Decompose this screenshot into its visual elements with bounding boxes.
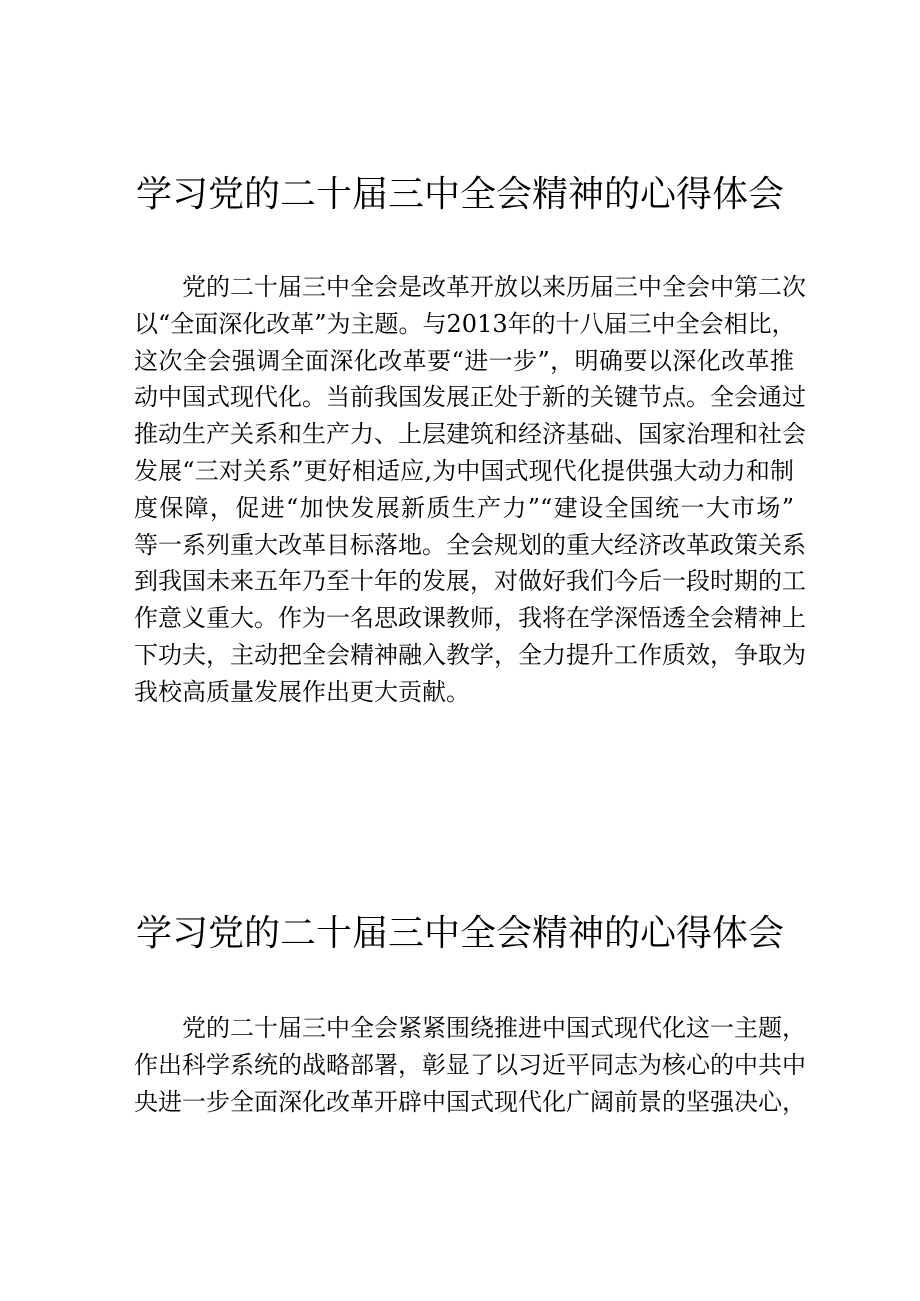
paragraph-line: 下功夫，主动把全会精神融入教学，全力提升工作质效，争取为	[134, 640, 806, 669]
paragraph-line: 作意义重大。作为一名思政课教师，我将在学深悟透全会精神上	[134, 604, 806, 633]
paragraph-line: 党的二十届三中全会紧紧围绕推进中国式现代化这一主题，	[182, 1014, 806, 1042]
paragraph-line: 动中国式现代化。当前我国发展正处于新的关键节点。全会通过	[134, 383, 806, 412]
paragraph-line: 度保障，促进“加快发展新质生产力”“建设全国统一大市场”	[134, 493, 794, 522]
paragraph-line: 发展“三对关系”更好相适应,为中国式现代化提供强大动力和制	[134, 456, 794, 485]
paragraph-line: 央进一步全面深化改革开辟中国式现代化广阔前景的坚强决心，	[134, 1087, 806, 1116]
section-paragraph-2	[134, 1010, 806, 1120]
paragraph-line: 党的二十届三中全会是改革开放以来历届三中全会中第二次	[182, 273, 806, 301]
paragraph-line: 推动生产关系和生产力、上层建筑和经济基础、国家治理和社会	[134, 420, 806, 449]
paragraph-line: 到我国未来五年乃至十年的发展，对做好我们今后一段时期的工	[134, 567, 806, 596]
paragraph-line: 这次全会强调全面深化改革要“进一步”，明确要以深化改革推	[134, 346, 794, 375]
section-paragraph-1	[134, 269, 806, 711]
section-title-1: 学习党的二十届三中全会精神的心得体会	[135, 174, 784, 215]
section-title-2: 学习党的二十届三中全会精神的心得体会	[135, 913, 784, 954]
paragraph-line: 作出科学系统的战略部署，彰显了以习近平同志为核心的中共中	[134, 1050, 806, 1079]
paragraph-line: 以“全面深化改革”为主题。与2013年的十八届三中全会相比，	[134, 309, 796, 338]
paragraph-line: 我校高质量发展作出更大贡献。	[134, 677, 470, 706]
paragraph-line: 等一系列重大改革目标落地。全会规划的重大经济改革政策关系	[134, 530, 806, 559]
